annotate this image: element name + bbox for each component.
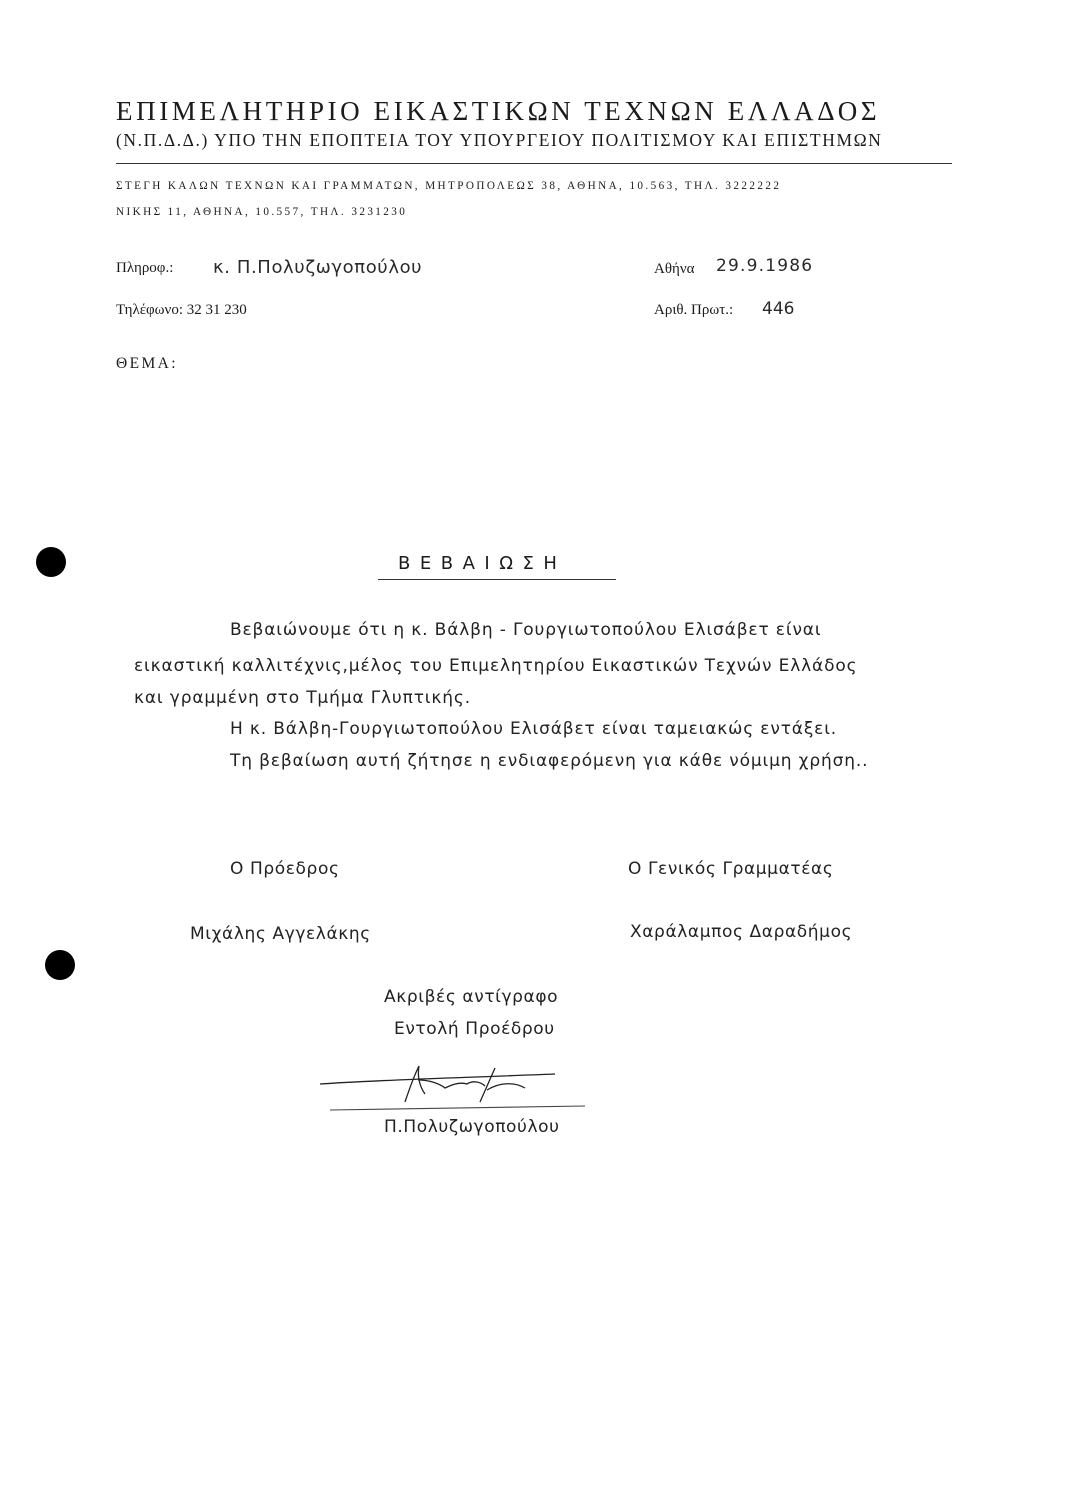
certificate-body-line: εικαστική καλλιτέχνις,μέλος του Επιμελητηρίου Εικαστικών Τεχνών Ελλάδος (134, 656, 858, 676)
certificate-body-line: Η κ. Βάλβη-Γουργιωτοπούλου Ελισάβετ είναι ταμειακώς εντάξει. (230, 719, 838, 739)
info-contact-value: κ. Π.Πολυζωγοπούλου (213, 257, 423, 278)
letterhead-divider (116, 163, 952, 164)
protocol-number-value: 446 (762, 299, 795, 319)
certificate-body-line: Βεβαιώνουμε ότι η κ. Βάλβη - Γουργιωτοπούλου Ελισάβετ είναι (230, 620, 822, 640)
punch-hole-icon (45, 950, 75, 980)
letterhead-title: ΕΠΙΜΕΛΗΤΗΡΙΟ ΕΙΚΑΣΤΙΚΩΝ ΤΕΧΝΩΝ ΕΛΛΑΔΟΣ (116, 96, 881, 126)
president-name: Μιχάλης Αγγελάκης (190, 924, 371, 944)
certificate-title: ΒΕΒΑΙΩΣΗ (398, 553, 567, 574)
letterhead-subtitle: (Ν.Π.Δ.Δ.) ΥΠΟ ΤΗΝ ΕΠΟΠΤΕΙΑ ΤΟΥ ΥΠΟΥΡΓΕΙΟΥ ΠΟΛΙΤΙΣΜΟΥ ΚΑΙ ΕΠΙΣΤΗΜΩΝ (116, 130, 883, 150)
info-label: Πληροφ.: (116, 260, 174, 276)
punch-hole-icon (36, 547, 66, 577)
signer-name: Π.Πολυζωγοπούλου (384, 1117, 560, 1137)
address-line-1: ΣΤΕΓΗ ΚΑΛΩΝ ΤΕΧΝΩΝ ΚΑΙ ΓΡΑΜΜΑΤΩΝ, ΜΗΤΡΟΠΟΛΕΩΣ 38, ΑΘΗΝΑ, 10.563, ΤΗΛ. 3222222 (116, 180, 782, 192)
handwritten-signature-icon (315, 1062, 595, 1120)
secretary-general-title: Ο Γενικός Γραμματέας (628, 859, 834, 879)
subject-label: ΘΕΜΑ: (116, 355, 178, 372)
certificate-body-line: και γραμμένη στο Τμήμα Γλυπτικής. (134, 688, 471, 708)
certificate-title-underline (378, 579, 616, 580)
city-label: Αθήνα (654, 261, 695, 277)
phone-label: Τηλέφωνο: 32 31 230 (116, 302, 247, 318)
on-behalf-note: Εντολή Προέδρου (394, 1019, 555, 1039)
date-value: 29.9.1986 (716, 256, 814, 276)
secretary-general-name: Χαράλαμπος Δαραδήμος (630, 922, 853, 942)
president-title: Ο Πρόεδρος (230, 859, 340, 879)
true-copy-note: Ακριβές αντίγραφο (384, 987, 559, 1007)
address-line-2: ΝΙΚΗΣ 11, ΑΘΗΝΑ, 10.557, ΤΗΛ. 3231230 (116, 206, 408, 218)
protocol-number-label: Αριθ. Πρωτ.: (654, 302, 734, 318)
certificate-body-line: Τη βεβαίωση αυτή ζήτησε η ενδιαφερόμενη για κάθε νόμιμη χρήση.. (230, 751, 869, 771)
